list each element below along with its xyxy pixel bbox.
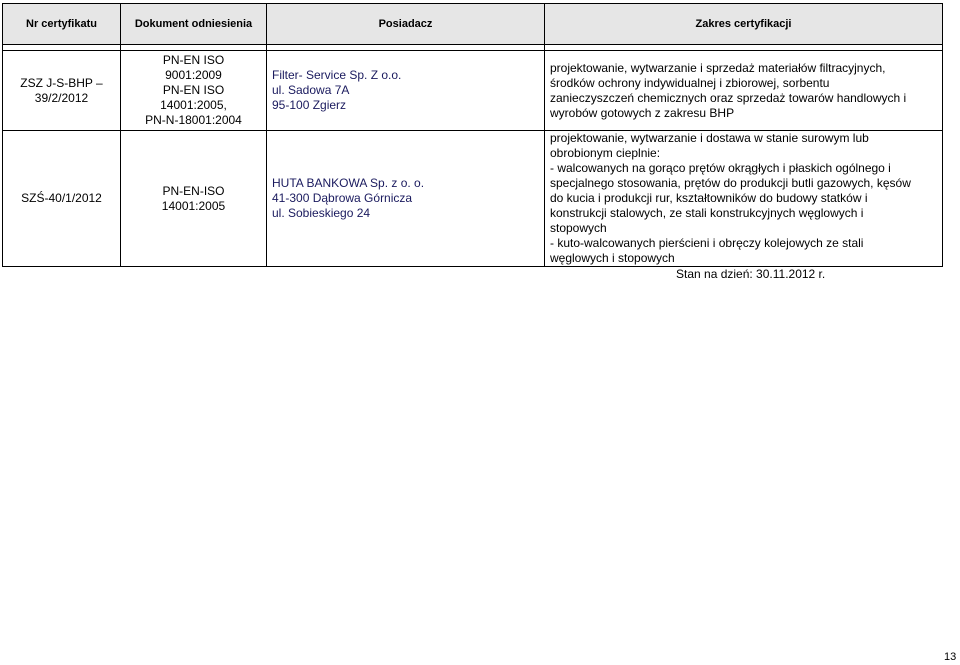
text-line: 9001:2009 — [165, 68, 222, 82]
text-line: ul. Sadowa 7A — [272, 83, 350, 97]
text-line: HUTA BANKOWA Sp. z o. o. — [272, 176, 425, 190]
text-line: do kucia i produkcji rur, kształtowników do budowy statków i — [550, 191, 868, 205]
page-number: 13 — [944, 651, 957, 663]
text-line: środków ochrony indywidualnej i zbiorowej, sorbentu — [550, 75, 830, 90]
text-line: węglowych i stopowych — [550, 251, 675, 265]
text-line: obrobionym cieplnie: — [550, 146, 661, 160]
certificate-number-cell — [3, 131, 121, 267]
text-line: 41-300 Dąbrowa Górnicza — [272, 191, 413, 205]
table-row — [3, 131, 943, 267]
text-line: PN-EN ISO — [162, 83, 225, 97]
scope-cell — [545, 131, 943, 267]
text-line: SZŚ-40/1/2012 — [21, 191, 102, 205]
reference-document-cell — [121, 51, 267, 131]
text-line: ZSZ J-S-BHP – — [20, 75, 103, 90]
text-line: PN-EN ISO — [162, 53, 225, 67]
holder-cell — [267, 51, 545, 131]
table-row — [3, 51, 943, 131]
text-line: zanieczyszczeń chemicznych oraz sprzedaż towarów handlowych i — [550, 90, 907, 105]
status-date: Stan na dzień: 30.11.2012 r. — [676, 267, 826, 281]
certificate-number-cell — [3, 51, 121, 131]
text-line: ul. Sobieskiego 24 — [272, 206, 371, 220]
text-line: 14001:2005, — [160, 98, 227, 112]
header-posiadacz: Posiadacz — [267, 4, 545, 45]
reference-document-cell — [121, 131, 267, 267]
text-line: 14001:2005 — [161, 198, 226, 213]
text-line: stopowych — [550, 221, 607, 235]
header-row — [3, 4, 943, 45]
header-nr-certyfikatu: Nr certyfikatu — [3, 4, 121, 45]
text-line: PN-EN-ISO — [162, 183, 225, 198]
text-line: wyrobów gotowych z zakresu BHP — [550, 105, 735, 120]
text-line: 39/2/2012 — [34, 90, 89, 105]
text-line: projektowanie, wytwarzanie i dostawa w stanie surowym lub — [550, 131, 869, 145]
certificates-table — [2, 3, 943, 267]
text-line: - kuto-walcowanych pierścieni i obręczy kolejowych ze stali — [550, 236, 864, 250]
text-line: 95-100 Zgierz — [272, 98, 347, 112]
header-dokument-odniesienia: Dokument odniesienia — [121, 4, 267, 45]
text-line: Filter- Service Sp. Z o.o. — [272, 68, 402, 82]
header-zakres-certyfikacji: Zakres certyfikacji — [545, 4, 943, 45]
text-line: konstrukcji stalowych, ze stali konstrukcyjnych węglowych i — [550, 206, 864, 220]
text-line: projektowanie, wytwarzanie i sprzedaż materiałów filtracyjnych, — [550, 60, 886, 75]
scope-cell — [545, 51, 943, 131]
text-line: PN-N-18001:2004 — [145, 113, 242, 127]
holder-cell — [267, 131, 545, 267]
text-line: - walcowanych na gorąco prętów okrągłych i płaskich ogólnego i — [550, 161, 891, 175]
text-line: specjalnego stosowania, prętów do produkcji butli gazowych, kęsów — [550, 176, 911, 190]
